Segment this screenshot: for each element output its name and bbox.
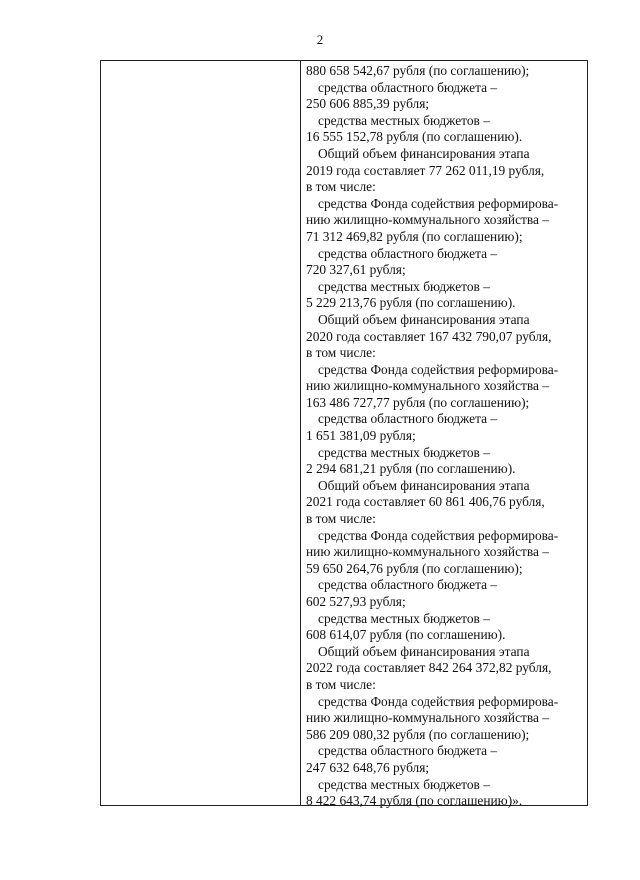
text-line: средства областного бюджета – (318, 411, 498, 427)
text-line: 2019 года составляет 77 262 011,19 рубля, (306, 162, 545, 178)
text-line: 2 294 681,21 рубля (по соглашению). (306, 461, 516, 477)
text-line: 720 327,61 рубля; (306, 262, 406, 278)
funding-table (100, 60, 588, 809)
text-line: 71 312 469,82 рубля (по соглашению); (306, 228, 523, 244)
text-line: средства местных бюджетов – (318, 278, 490, 294)
text-line: 247 632 648,76 рубля; (306, 759, 430, 775)
text-line: Общий объем финансирования этапа (318, 477, 530, 493)
text-line: средства местных бюджетов – (318, 776, 490, 792)
page-number: 2 (316, 32, 324, 47)
text-line: нию жилищно-коммунального хозяйства – (306, 378, 549, 394)
text-line: нию жилищно-коммунального хозяйства – (306, 544, 549, 560)
text-line: 602 527,93 рубля; (306, 594, 406, 609)
text-line: средства Фонда содействия реформирова- (318, 527, 559, 543)
text-line: средства областного бюджета – (318, 245, 498, 261)
text-line: средства Фонда содействия реформирова- (318, 361, 559, 377)
text-line: 880 658 542,67 рубля (по соглашению); (306, 63, 530, 78)
table-left-cell (101, 61, 300, 805)
text-line: средства местных бюджетов – (318, 610, 490, 626)
text-line: 59 650 264,76 рубля (по соглашению); (306, 560, 523, 576)
text-line: средства областного бюджета – (318, 79, 498, 95)
text-line: Общий объем финансирования этапа (318, 145, 530, 161)
text-line: средства местных бюджетов – (318, 112, 490, 128)
text-line: в том числе: (306, 511, 376, 527)
text-line: 2020 года составляет 167 432 790,07 рубля, (306, 328, 552, 344)
text-line: 8 422 643,74 рубля (по соглашению)». (306, 793, 523, 809)
text-line: 1 651 381,09 рубля; (306, 428, 416, 444)
text-line: 608 614,07 рубля (по соглашению). (306, 627, 506, 643)
text-line: в том числе: (306, 179, 376, 195)
text-line: средства областного бюджета – (318, 743, 498, 759)
text-line: в том числе: (306, 676, 376, 692)
text-line: нию жилищно-коммунального хозяйства – (306, 710, 549, 726)
text-line: средства областного бюджета – (318, 577, 498, 593)
text-line: средства местных бюджетов – (318, 444, 490, 460)
text-line: в том числе: (306, 345, 376, 361)
text-line: 250 606 885,39 рубля; (306, 96, 430, 112)
text-line: Общий объем финансирования этапа (318, 311, 530, 327)
text-line: средства Фонда содействия реформирова- (318, 195, 559, 211)
text-line: нию жилищно-коммунального хозяйства – (306, 212, 549, 228)
text-line: средства Фонда содействия реформирова- (318, 693, 559, 709)
text-line: 16 555 152,78 рубля (по соглашению). (306, 129, 523, 145)
text-line: 5 229 213,76 рубля (по соглашению). (306, 295, 516, 311)
table-right-cell (301, 61, 589, 809)
text-line: 2022 года составляет 842 264 372,82 рубля, (306, 660, 552, 676)
text-line: Общий объем финансирования этапа (318, 643, 530, 659)
text-line: 2021 года составляет 60 861 406,76 рубля, (306, 494, 545, 510)
text-line: 163 486 727,77 рубля (по соглашению); (306, 394, 530, 410)
text-line: 586 209 080,32 рубля (по соглашению); (306, 726, 530, 742)
